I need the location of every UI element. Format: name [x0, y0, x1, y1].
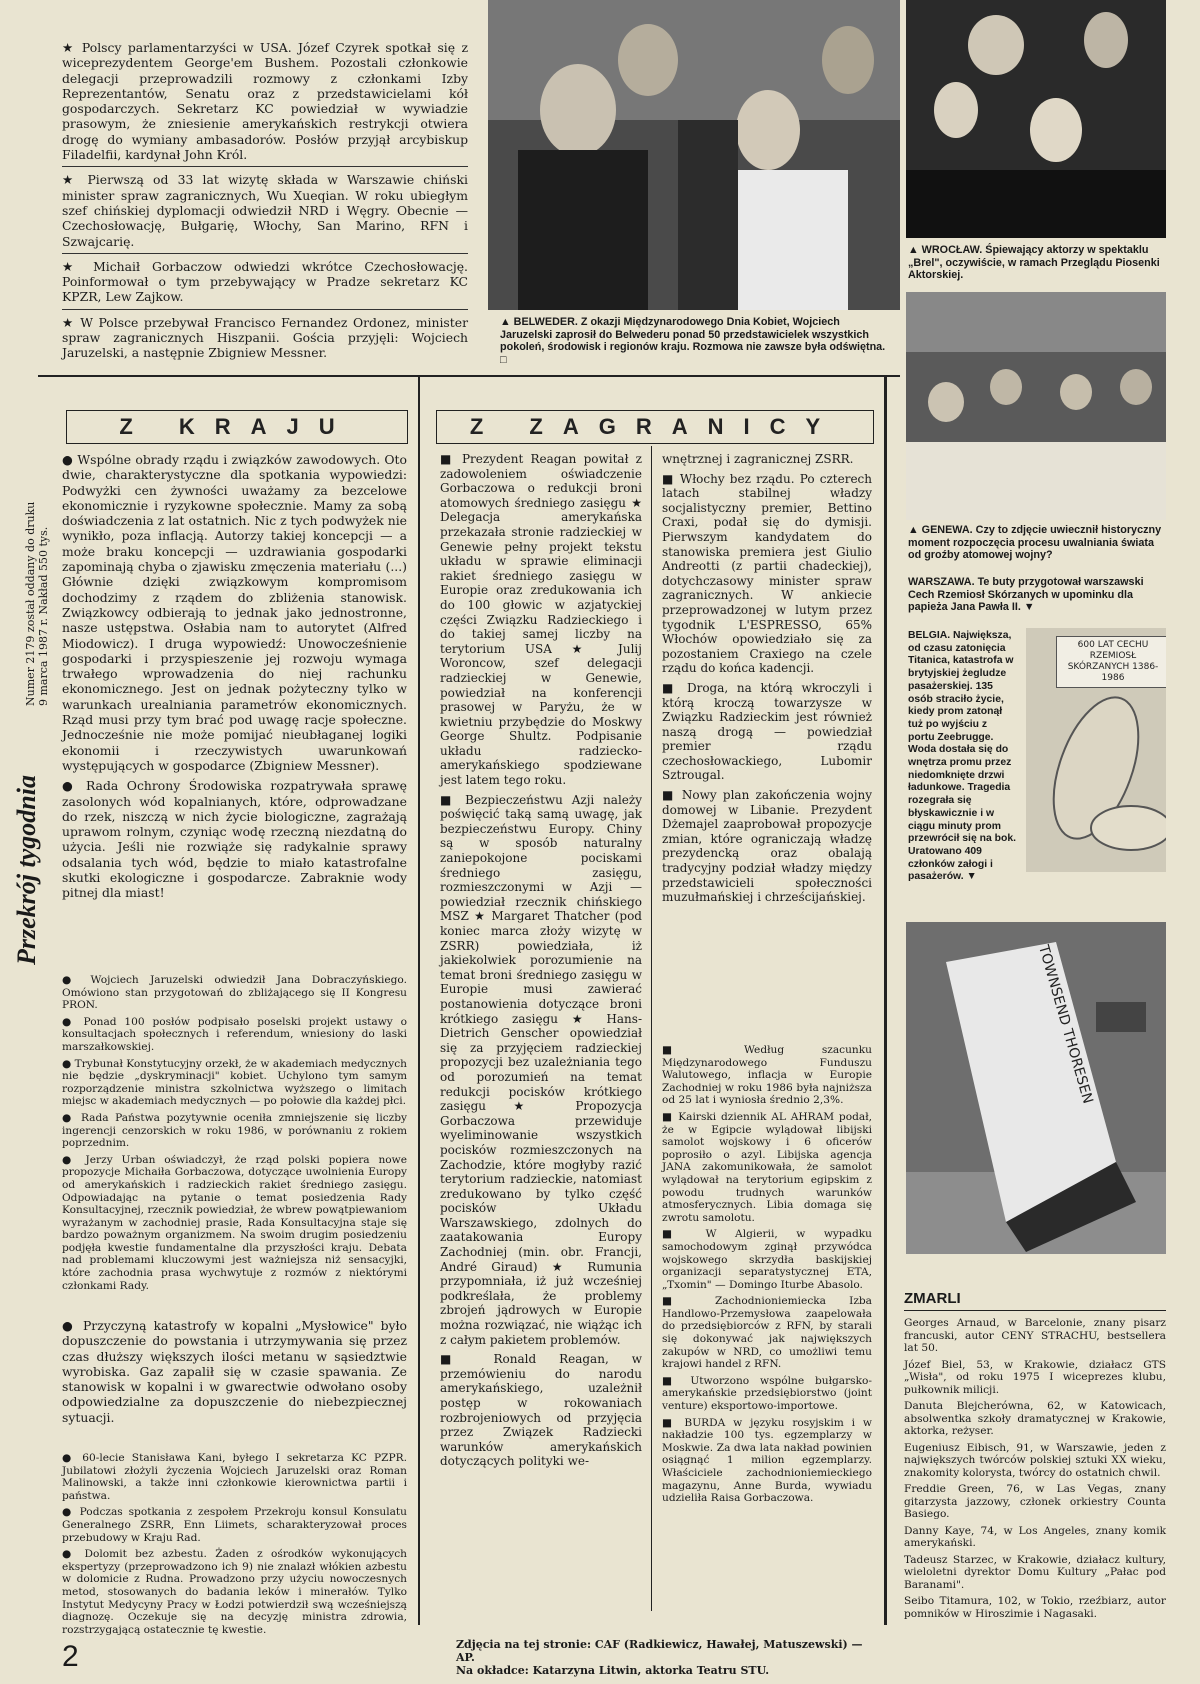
z-zagranicy-col1-2: ■ Bezpieczeństwu Azji należy poświęcić taką samą uwagę, jak bezpieczeństwu Europy. Chiny są w sposób naturalny zaniepokojone pociskami średniego zasięgu, rozmieszczonymi w Azji — powiedział rzecznik chińskiego MSZ ★ Margaret Thatcher (pod koniec marca złoży wizytę w ZSRR) powiedziała, iż jakiekolwiek porozumienie na temat broni średniego zasięgu w Europie musi zawierać postanowienia dotyczące broni krótkiego zasięgu ★ Hans-Dietrich Genscher opowiedział się za przyjęciem radzieckiej propozycji bez uzależniania tego od porozumień na temat redukcji pocisków krótkiego zasięgu ★ Propozycja Gorbaczowa przewiduje wyeliminowanie wszystkich pocisków rozmieszczonych na Zachodzie, które mogłyby razić terytorium radzieckie, natomiast zredukowano by tylko część pocisków Układu Warszawskiego, zdolnych do zaatakowania Europy Zachodniej (min. obr. Francji, André Giraud) ★ Rumunia przypomniała, iż już wcześniej podkreślała, że problemy zbrojeń jądrowych w Europie można rozwiązać, nie wiążąc ich z całym pakietem problemów.: [440, 792, 642, 1347]
cech-sign: 600 LAT CECHU RZEMIOSŁ SKÓRZANYCH 1386-1986: [1056, 636, 1166, 688]
z-kraju-para-2: ● Rada Ochrony Środowiska rozpatrywała sprawę zasolonych wód kopalnianych, które, odprowadzane do rzek, niszczą w nich życie biologiczne, zagrażają uprawom rolnym, czyniąc wodę rzeczną niezdatną do użycia. Jeśli nie rozwiąże się radykalnie sprawy odsalania tych wód, będzie to miało katastrofalne skutki ekologiczne i gospodarcze. Zabraknie wody pitnej dla miast!: [62, 778, 407, 901]
z-kraju-small-8: ● Dolomit bez azbestu. Żaden z ośrodków wykonujących ekspertyzy (przeprowadzono ich 9) nie znalazł włókien azbestu w dolomicie z Rudna. Prowadzono przy użyciu nowoczesnych metod, stosowanych do badania leków i minerałów. Tylko Instytut Medycyny Pracy w Łodzi potwierdził swą wcześniejszą diagnozę. Oczekuje się na decyzję ministra zdrowia, rozstrzygającą ostatecznie tę kwestie.: [62, 1548, 407, 1636]
z-zagranicy-small-3: ■ W Algierii, w wypadku samochodowym zginął przywódca wojskowego skrzydła baskijskiej organizacji separatystycznej ETA, „Txomin" — Domingo Iturbe Abasolo.: [662, 1228, 872, 1291]
z-kraju-small: [62, 974, 407, 1296]
zmarli-item: Danny Kaye, 74, w Los Angeles, znany komik amerykański.: [904, 1524, 1166, 1549]
masthead: Przekrój tygodnia: [12, 775, 41, 965]
zagranicy-inner-divider: [651, 446, 652, 1611]
top-notes: [62, 40, 468, 366]
z-zagranicy-col2-4: ■ Nowy plan zakończenia wojny domowej w Libanie. Prezydent Dżemajel zaaprobował propozycje zmian, które ograniczają władzę prezydencką oraz obalają tradycyjny podział władzy między przedstawicieli społeczności muzułmańskiej i chrześcijańskiej.: [662, 788, 872, 905]
photo-credits-line-2: Na okładce: Katarzyna Litwin, aktorka Teatru STU.: [456, 1664, 770, 1677]
z-zagranicy-col1-3: ■ Ronald Reagan, w przemówieniu do narodu amerykańskiego, uzależnił postęp w rokowaniach rozbrojeniowych od przyjęcia przez Związek Radziecki warunków amerykańskich dotyczących polityki we-: [440, 1352, 642, 1469]
imprint-line-1: Numer 2179 został oddany do druku: [24, 501, 37, 706]
z-kraju-para-3: ● Przyczyną katastrofy w kopalni „Mysłowice" było dopuszczenie do powstania i utrzymywania się przez czas dłuższy większych ilości metanu w sąsiedztwie wyrobiska. Gaz zapalił się w czasie spawania. Ze stanowisk w kopalni i w gwarectwie odwołano osoby odpowiedzialne za dopuszczenie do niebezpiecznej sytuacji.: [62, 1318, 407, 1425]
imprint: [24, 376, 50, 706]
zmarli-item: Danuta Blejcherówna, 62, w Katowicach, absolwentka szkoły dramatycznej w Krakowie, aktorka, reżyser.: [904, 1400, 1166, 1437]
z-kraju-small-5: ● Jerzy Urban oświadczył, że rząd polski popiera nowe propozycje Michaiła Gorbaczowa, dotyczące uwolnienia Europy od amerykańskich i radzieckich rakiet średniego zasięgu. Odpowiadając na pytanie o temat posiedzenia Rady Konsultacyjnej, rzecznik powiedział, że wbrew powątpiewaniom wyrażanym w zachodniej prasie, Rada Konsultacyjna staje się bardzo poważnym organizmem. Na swoim drugim posiedzeniu podjęła kwestie fundamentalne dla przyszłości kraju. Debata nad problemami kluczowymi jest ważniejsza niż sensacyjki, które zachodnia prasa wychwytuje z rozmów z niektórymi członkami Rady.: [62, 1153, 407, 1292]
z-kraju-main-2: [62, 1318, 407, 1430]
zmarli-list: [904, 1317, 1166, 1620]
z-kraju-heading: Z KRAJU: [66, 410, 408, 444]
photo-credits-line-1: Zdjęcia na tej stronie: CAF (Radkiewicz, Hawałej, Matuszewski) — AP.: [456, 1638, 863, 1664]
zmarli-item: Freddie Green, 76, w Las Vegas, znany gitarzysta jazzowy, członek orkiestry Counta Basiego.: [904, 1483, 1166, 1520]
wroclaw-photo: [906, 0, 1166, 238]
note-1: ★ Polscy parlamentarzyści w USA. Józef Czyrek spotkał się z wiceprezydentem George'em Bushem. Pozostali członkowie delegacji przeprowadzili rozmowy z członkami Izby Reprezentantów, Senatu oraz z przedstawicielami kół gospodarczych. Sekretarz KC powiedział w wywiadzie prasowym, że zniesienie amerykańskich restrykcji otwiera drogę do wymiany ambasadorów. Posłów przyjął arcybiskup Filadelfii, kardynał John Król.: [62, 40, 468, 167]
z-zagranicy-col-2: [662, 452, 872, 910]
genewa-photo-image: [906, 292, 1166, 520]
shoes-photo: [1026, 628, 1166, 872]
z-zagranicy-col1-1: ■ Prezydent Reagan powitał z zadowoleniem oświadczenie Gorbaczowa o redukcji broni atomowych średniego zasięgu ★ Delegacja amerykańska przekazała stronie radzieckiej w Genewie pełny projekt tekstu układu w sprawie eliminacji rakiet średniego zasięgu w Europie oraz zredukowania ich do 100 głowic w azjatyckiej części Związku Radzieckiego i do takiej samej liczby na terytorium USA ★ Julij Woroncow, szef delegacji radzieckiej w Genewie, powiedział na konferencji prasowej w Paryżu, że w kwietniu przybędzie do Moskwy George Shultz. Podpisanie układu radziecko-amerykańskiego spodziewane jest latem tego roku.: [440, 452, 642, 788]
zmarli-item: Eugeniusz Eibisch, 91, w Warszawie, jeden z największych twórców polskiej sztuki XX wieku, znakomity kolorysta, twórcy do ostatnich chwil.: [904, 1441, 1166, 1479]
col-divider-1: [418, 375, 420, 1625]
z-kraju-small-6: ● 60-lecie Stanisława Kani, byłego I sekretarza KC PZPR. Jubilatowi złożyli życzenia Wojciech Jaruzelski oraz Roman Malinowski, a także inni członkowie kierownictwa partii i państwa.: [62, 1452, 407, 1502]
belweder-caption: ▲ BELWEDER. Z okazji Międzynarodowego Dnia Kobiet, Wojciech Jaruzelski zaprosił do Belwederu ponad 50 przedstawicielek wszystkich pokoleń, środowisk i regionów kraju. Rozmowa nie zawsze była odświętna. □: [500, 316, 886, 367]
z-kraju-small-1: ● Wojciech Jaruzelski odwiedził Jana Dobraczyńskiego. Omówiono stan przygotowań do zbliżającego się II Kongresu PRON.: [62, 974, 407, 1012]
note-4: ★ W Polsce przebywał Francisco Fernandez Ordonez, minister spraw zagranicznych Hiszpanii. Gościa przyjęli: Wojciech Jaruzelski, a następnie Zbigniew Messner.: [62, 314, 468, 361]
z-kraju-small-7: ● Podczas spotkania z zespołem Przekroju konsul Konsulatu Generalnego ZSRR, Enn Liimets, scharakteryzował proces przebudowy w Kraju Rad.: [62, 1506, 407, 1544]
zmarli-box: [904, 1290, 1166, 1620]
belgia-caption: BELGIA. Największa, od czasu zatonięcia Titanica, katastrofa w brytyjskiej żegludze pasażerskiej. 135 osób straciło życie, kiedy prom zatonął tuż po wyjściu z portu Zeebrugge. Woda dostała się do wnętrza promu przez niedomknięte drzwi ładunkowe. Tragedia rozegrała się błyskawicznie i w ciągu minuty prom przewrócił się na bok. Uratowano 409 członków załogi i pasażerów. ▼: [908, 630, 1016, 883]
z-zagranicy-small-4: ■ Zachodnioniemiecka Izba Handlowo-Przemysłowa zaapelowała do przedsiębiorców z RFN, by starali się dokonywać jak największych zakupów w NRD, co umożliwi temu krajowi handel z RFN.: [662, 1295, 872, 1371]
z-kraju-para-1: ● Wspólne obrady rządu i związków zawodowych. Oto dwie, charakterystyczne dla spotkania wypowiedzi: Podwyżki cen żywności uważamy za bezcelowe ekonomicznie i ryzykowne społecznie. Mamy za sobą doświadczenia z lat ostatnich. Nic z tych podwyżek nie wynikło, poza inflacją. Autorzy takiej koncepcji — a może braku koncepcji — uzdrawiania gospodarki zapominają chyba o zjawisku zmęczenia materiału (...) Głównie dzięki związkowym kompromisom dochodzimy z rządem do zbliżenia stanowisk. Związkowcy odbierają to jednak jako jednostronne, nasze ustępstwa. Osłabia nam to autorytet (Alfred Miodowicz). I druga wypowiedź: Unowocześnienie gospodarki i przyspieszenie jej rozwoju wymaga trwałego wprowadzenia do niej rachunku ekonomicznego. Jest on jednak pożyteczny tylko w warunkach urealniania parametrów ekonomicznych. Rząd musi przy tym brać pod uwagę racje społeczne. Jednocześnie nie może pomijać nieubłaganej logiki ekonomii i rzeczywistych uwarunkowań występujących w gospodarce (Zbigniew Messner).: [62, 452, 407, 773]
note-3: ★ Michaił Gorbaczow odwiedzi wkrótce Czechosłowację. Poinformował o tym przebywający w Pradze sekretarz KC KPZR, Lew Zajkow.: [62, 259, 468, 310]
col-divider-2: [884, 375, 887, 1625]
genewa-photo: [906, 292, 1166, 520]
belweder-photo-image: [488, 0, 900, 310]
z-zagranicy-col2-2: ■ Włochy bez rządu. Po czterech latach stabilnej władzy socjalistyczny premier, Bettino Craxi, podał się do dymisji. Pierwszym kandydatem do stanowiska premiera jest Giulio Andreotti (z partii chadeckiej), dotychczasowy minister spraw zagranicznych. W ankiecie przeprowadzonej w lutym przez tygodnik L'ESPRESSO, 65% Włochów opowiedziało się za pozostaniem Craxiego na czele rządu do końca kadencji.: [662, 471, 872, 676]
zmarli-item: Tadeusz Starzec, w Krakowie, działacz kultury, wieloletni dyrektor Domu Kultury „Pałac pod Baranami".: [904, 1553, 1166, 1591]
genewa-caption: ▲ GENEWA. Czy to zdjęcie uwiecznił historyczny moment rozpoczęcia procesu uwalniania świata od groźby atomowej wojny?: [908, 524, 1162, 562]
z-zagranicy-small-6: ■ BURDA w języku rosyjskim i w nakładzie 100 tys. egzemplarzy w Moskwie. Za dwa lata nakład powinien osiągnąć 1 milion egzemplarzy. Właściciele zachodnioniemieckiego magazynu, Anne Burda, wywiadu udzieliła Raisa Gorbaczowa.: [662, 1416, 872, 1505]
z-kraju-small-b: [62, 1452, 407, 1640]
shoes-photo-image: [1026, 628, 1166, 872]
warszawa-caption: WARSZAWA. Te buty przygotował warszawski Cech Rzemiosł Skórzanych w upominku dla papieża Jana Pawła II. ▼: [908, 576, 1144, 614]
z-kraju-small-4: ● Rada Państwa pozytywnie oceniła zmniejszenie się liczby ingerencji cenzorskich w roku 1986, w porównaniu z rokiem poprzednim.: [62, 1111, 407, 1150]
z-kraju-main: [62, 452, 407, 906]
note-2: ★ Pierwszą od 33 lat wizytę składa w Warszawie chiński minister spraw zagranicznych, Wu Xueqian. W roku ubiegłym szef chińskiej dyplomacji odwiedził NRD i Węgry. Obecnie — Czechosłowację, Bułgarię, Włochy, San Marino, RFN i Szwajcarię.: [62, 172, 468, 253]
z-kraju-small-3: ● Trybunał Konstytucyjny orzekł, że w akademiach medycznych nie będzie „dyskryminacji" kobiet. Uchylono tym samym rozporządzenie ministra szkolnictwa wyższego o limitach miejsc w akademiach medycznych — po połowie dla każdej płci.: [62, 1057, 407, 1108]
ferry-hull-name: TOWNSEND THORESEN: [1035, 943, 1096, 1106]
z-zagranicy-heading: Z ZAGRANICY: [436, 410, 874, 444]
z-zagranicy-small-2: ■ Kairski dziennik AL AHRAM podał, że w Egipcie wylądował libijski samolot wojskowy i 6 oficerów poprosiło o azyl. Libijska agencja JANA zakomunikowała, że samolot wylądował na terytorium egipskim z powodu trudnych warunków atmosferycznych. Libia domaga się zwrotu samolotu.: [662, 1110, 872, 1224]
wroclaw-photo-image: [906, 0, 1166, 238]
ferry-photo-image: [906, 922, 1166, 1254]
z-zagranicy-col-2-small: [662, 1044, 872, 1509]
z-zagranicy-small-5: ■ Utworzono wspólne bułgarsko-amerykańskie przedsiębiorstwo (joint venture) eksportowo-importowe.: [662, 1374, 872, 1413]
wroclaw-caption: ▲ WROCŁAW. Śpiewający aktorzy w spektaklu „Brel", oczywiście, w ramach Przeglądu Piosenki Aktorskiej.: [908, 244, 1160, 282]
z-zagranicy-small-1: ■ Według szacunku Międzynarodowego Funduszu Walutowego, inflacja w Europie Zachodniej w roku 1986 była najniższa od 25 lat i wyniosła średnio 2,3%.: [662, 1044, 872, 1107]
z-zagranicy-col2-1: wnętrznej i zagranicznej ZSRR.: [662, 452, 854, 466]
top-divider: [38, 375, 900, 377]
belweder-photo: [488, 0, 900, 310]
ferry-photo: [906, 922, 1166, 1254]
imprint-line-2: 9 marca 1987 r. Nakład 550 tys.: [37, 526, 50, 706]
z-kraju-small-2: ● Ponad 100 posłów podpisało poselski projekt ustawy o konsultacjach społecznych i referendum, wniesiony do laski marszałkowskiej.: [62, 1015, 407, 1053]
zmarli-item: Józef Biel, 53, w Krakowie, działacz GTS „Wisła", od roku 1975 I wiceprezes klubu, pułkownik milicji.: [904, 1358, 1166, 1396]
photo-credits: [456, 1638, 876, 1677]
z-zagranicy-col-1: [440, 452, 642, 1474]
zmarli-heading: ZMARLI: [904, 1290, 1166, 1311]
zmarli-item: Seibo Titamura, 102, w Tokio, rzeźbiarz, autor pomników w Hiroszimie i Nagasaki.: [904, 1595, 1166, 1620]
z-zagranicy-col2-3: ■ Droga, na którą wkroczyli i którą kroczą towarzysze w Związku Radzieckim jest również naszą drogą — powiedział premier rządu czechosłowackiego, Lubomir Sztrougal.: [662, 680, 872, 783]
zmarli-item: Georges Arnaud, w Barcelonie, znany pisarz francuski, autor CENY STRACHU, bestsellera lat 50.: [904, 1317, 1166, 1354]
page-number: 2: [62, 1640, 79, 1673]
